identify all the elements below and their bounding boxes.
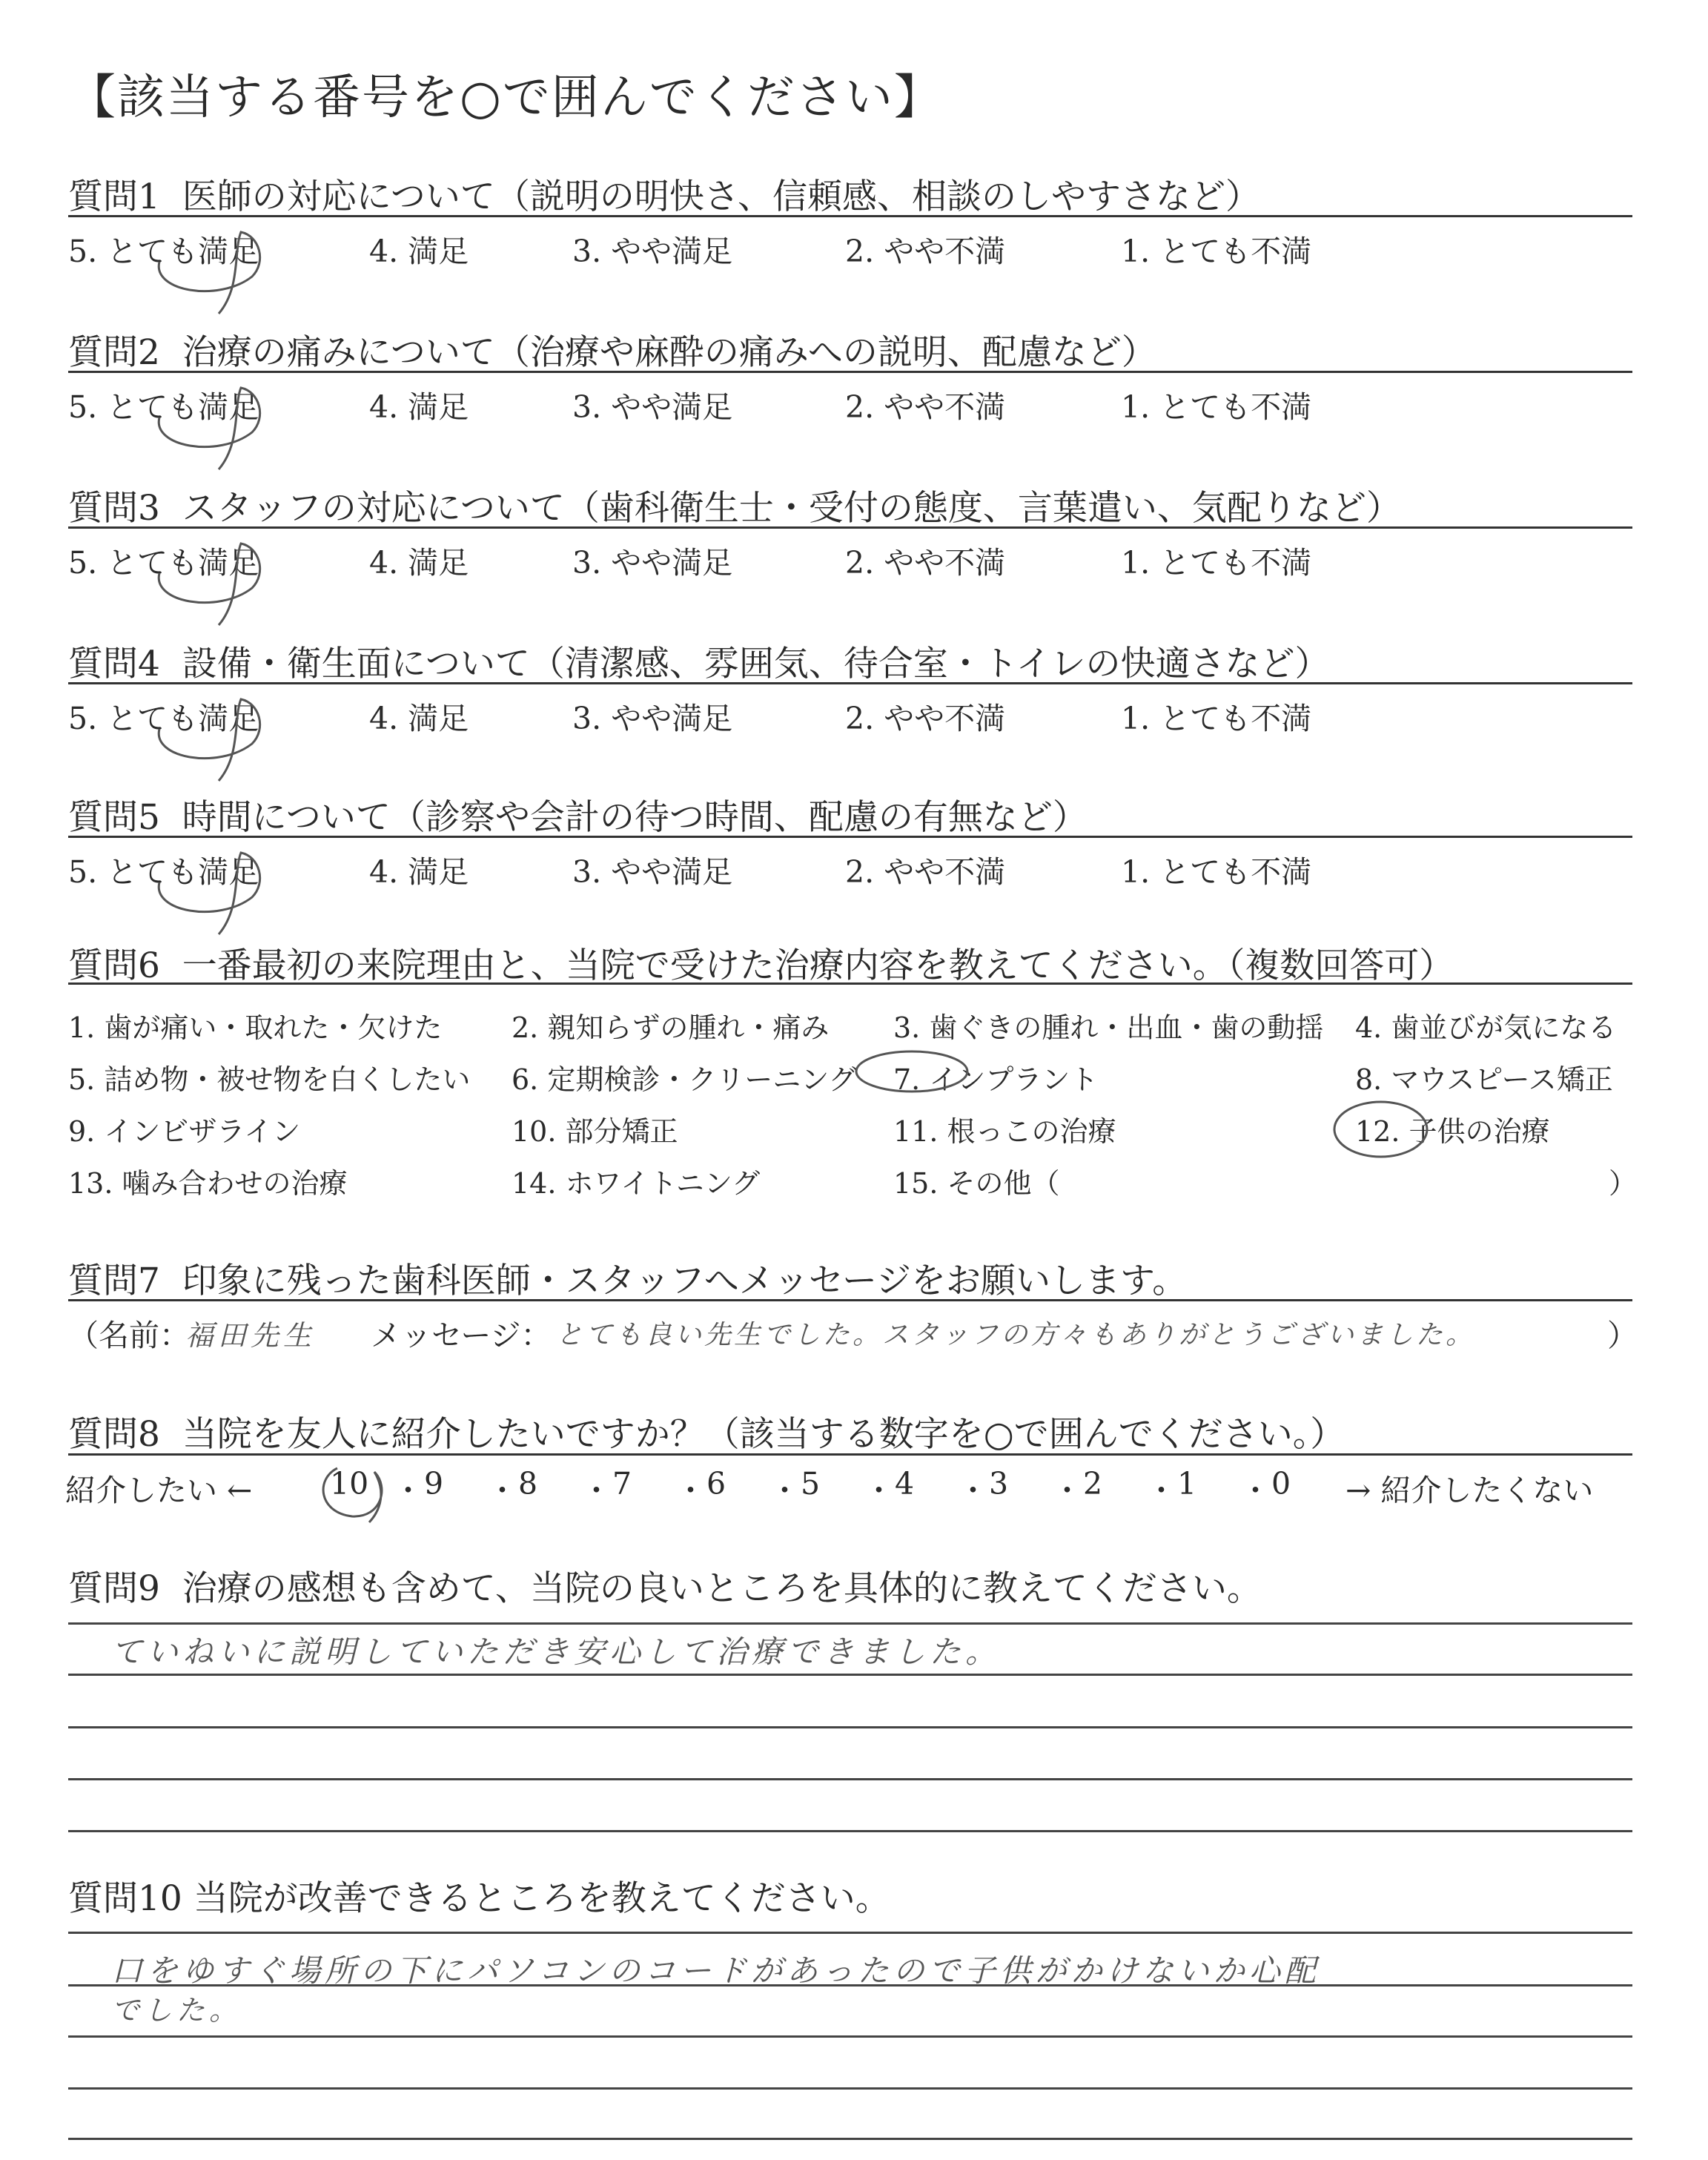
question-underline <box>68 682 1632 684</box>
q6-text: 一番最初の来院理由と、当院で受けた治療内容を教えてください。（複数回答可） <box>182 945 1454 986</box>
question-text: 時間について（診察や会計の待つ時間、配慮の有無など） <box>182 797 1088 838</box>
q10-text: 当院が改善できるところを教えてください。 <box>193 1878 890 1919</box>
question-heading <box>68 636 1330 686</box>
q8-scale-separator: ・ <box>581 1473 612 1508</box>
q10-heading <box>68 1871 890 1920</box>
satisfaction-option[interactable]: 2. やや不満 <box>845 701 1006 736</box>
q10-rule <box>68 2138 1632 2140</box>
q10-answer-line2[interactable]: でした。 <box>111 1994 242 2027</box>
q8-scale-value[interactable]: 3 <box>989 1466 1009 1502</box>
q6-selection-circle <box>1331 1096 1431 1163</box>
q8-scale-value[interactable]: 2 <box>1083 1466 1103 1502</box>
q8-scale-value[interactable]: 6 <box>706 1466 726 1502</box>
q9-rule <box>68 1778 1632 1780</box>
satisfaction-option[interactable]: 1. とても不満 <box>1121 545 1312 581</box>
q7-name-label: （名前： <box>68 1318 190 1353</box>
q9-rule <box>68 1622 1632 1625</box>
q6-option[interactable]: 11. 根っこの治療 <box>893 1115 1116 1148</box>
q8-selection-circle <box>311 1457 393 1524</box>
q6-other-close: ） <box>1609 1167 1638 1200</box>
q10-rule <box>68 1932 1632 1934</box>
q6-option[interactable]: 7. インプラント <box>893 1063 1099 1096</box>
q8-scale-separator: ・ <box>675 1473 706 1508</box>
q8-scale-separator: ・ <box>1146 1473 1176 1508</box>
question-heading <box>68 325 1156 374</box>
q8-label: 質問8 <box>68 1414 160 1455</box>
satisfaction-option[interactable]: 5. とても満足 <box>68 389 259 425</box>
question-heading <box>68 790 1088 839</box>
q10-label: 質問10 <box>68 1878 182 1919</box>
answer-circle-mark <box>130 532 278 629</box>
q6-option[interactable]: 8. マウスピース矯正 <box>1355 1063 1613 1096</box>
satisfaction-option[interactable]: 3. やや満足 <box>572 854 733 890</box>
q9-heading <box>68 1561 1262 1611</box>
q8-scale-separator: ・ <box>864 1473 894 1508</box>
q8-scale-separator: ・ <box>1052 1473 1082 1508</box>
q6-option[interactable]: 5. 詰め物・被せ物を白くしたい <box>68 1063 471 1096</box>
satisfaction-option[interactable]: 3. やや満足 <box>572 545 733 581</box>
question-underline <box>68 836 1632 838</box>
satisfaction-option[interactable]: 1. とても不満 <box>1121 854 1312 890</box>
q10-rule <box>68 2035 1632 2038</box>
satisfaction-option[interactable]: 1. とても不満 <box>1121 389 1312 425</box>
satisfaction-option[interactable]: 2. やや不満 <box>845 234 1006 269</box>
q6-option[interactable]: 6. 定期検診・クリーニング <box>512 1063 857 1096</box>
answer-circle-mark <box>130 842 278 938</box>
satisfaction-option[interactable]: 3. やや満足 <box>572 234 733 269</box>
question-label: 質問5 <box>68 797 160 838</box>
question-label: 質問4 <box>68 644 160 684</box>
question-underline <box>68 215 1632 217</box>
q6-option[interactable]: 10. 部分矯正 <box>512 1115 678 1148</box>
satisfaction-option[interactable]: 4. 満足 <box>369 701 469 736</box>
answer-circle-mark <box>130 688 278 785</box>
q10-rule <box>68 1984 1632 1986</box>
satisfaction-option[interactable]: 2. やや不満 <box>845 854 1006 890</box>
question-text: 治療の痛みについて（治療や麻酔の痛みへの説明、配慮など） <box>182 332 1156 373</box>
q7-heading <box>68 1253 1187 1303</box>
q6-heading <box>68 938 1454 988</box>
q6-option[interactable]: 14. ホワイトニング <box>512 1167 761 1200</box>
question-label: 質問3 <box>68 488 160 529</box>
q7-close-paren: ） <box>1607 1318 1638 1353</box>
question-underline <box>68 371 1632 373</box>
q8-text: 当院を友人に紹介したいですか？（該当する数字を○で囲んでください。） <box>182 1414 1345 1455</box>
satisfaction-option[interactable]: 3. やや満足 <box>572 701 733 736</box>
satisfaction-option[interactable]: 4. 満足 <box>369 389 469 425</box>
q6-underline <box>68 982 1632 985</box>
q8-scale-value[interactable]: 4 <box>895 1466 915 1502</box>
q9-rule <box>68 1830 1632 1832</box>
satisfaction-option[interactable]: 5. とても満足 <box>68 234 259 269</box>
q8-scale-value[interactable]: 1 <box>1177 1466 1197 1502</box>
satisfaction-option[interactable]: 2. やや不満 <box>845 389 1006 425</box>
q6-option[interactable]: 9. インビザライン <box>68 1115 301 1148</box>
q8-scale-value[interactable]: 0 <box>1271 1466 1291 1502</box>
q8-scale-separator: ・ <box>487 1473 517 1508</box>
satisfaction-option[interactable]: 5. とても満足 <box>68 701 259 736</box>
satisfaction-option[interactable]: 5. とても満足 <box>68 854 259 890</box>
q6-label: 質問6 <box>68 945 160 986</box>
q6-option[interactable]: 12. 子供の治療 <box>1355 1115 1550 1148</box>
q9-answer[interactable]: ていねいに説明していただき安心して治療できました。 <box>111 1634 1002 1670</box>
satisfaction-option[interactable]: 5. とても満足 <box>68 545 259 581</box>
q6-option[interactable]: 15. その他（ <box>893 1167 1060 1200</box>
q8-scale-value[interactable]: 9 <box>424 1466 444 1502</box>
question-underline <box>68 526 1632 529</box>
q8-heading <box>68 1407 1345 1456</box>
q6-option[interactable]: 1. 歯が痛い・取れた・欠けた <box>68 1011 443 1044</box>
q7-label: 質問7 <box>68 1261 160 1301</box>
q6-option[interactable]: 4. 歯並びが気になる <box>1355 1011 1617 1044</box>
q7-text: 印象に残った歯科医師・スタッフへメッセージをお願いします。 <box>182 1261 1188 1301</box>
q6-option[interactable]: 3. 歯ぐきの腫れ・出血・歯の動揺 <box>893 1011 1324 1044</box>
satisfaction-option[interactable]: 3. やや満足 <box>572 389 733 425</box>
q9-label: 質問9 <box>68 1568 160 1609</box>
q8-scale-separator: ・ <box>393 1473 423 1508</box>
q6-option[interactable]: 13. 噛み合わせの治療 <box>68 1167 348 1200</box>
q8-underline <box>68 1453 1632 1456</box>
q6-option[interactable]: 2. 親知らずの腫れ・痛み <box>512 1011 830 1044</box>
q8-scale-separator: ・ <box>958 1473 988 1508</box>
question-label: 質問2 <box>68 332 160 373</box>
satisfaction-option[interactable]: 1. とても不満 <box>1121 701 1312 736</box>
q8-scale-value[interactable]: 8 <box>518 1466 538 1502</box>
page-title: 【該当する番号を○で囲んでください】 <box>68 70 943 125</box>
q8-left-label: 紹介したい ← <box>65 1473 253 1508</box>
q8-scale-value[interactable]: 10 <box>330 1466 369 1502</box>
question-text: スタッフの対応について（歯科衛生士・受付の態度、言葉遣い、気配りなど） <box>182 488 1401 529</box>
q9-text: 治療の感想も含めて、当院の良いところを具体的に教えてください。 <box>182 1568 1262 1609</box>
q8-right-label: → 紹介したくない <box>1345 1473 1594 1508</box>
satisfaction-option[interactable]: 4. 満足 <box>369 234 469 269</box>
question-heading <box>68 480 1401 530</box>
q7-underline <box>68 1299 1632 1301</box>
question-text: 設備・衛生面について（清潔感、雰囲気、待合室・トイレの快適さなど） <box>182 644 1330 684</box>
q10-answer-line1[interactable]: 口をゆすぐ場所の下にパソコンのコードがあったので子供がかけないか心配 <box>111 1952 1320 1989</box>
satisfaction-option[interactable]: 4. 満足 <box>369 545 469 581</box>
q10-rule <box>68 2087 1632 2090</box>
q9-rule <box>68 1726 1632 1728</box>
satisfaction-option[interactable]: 2. やや不満 <box>845 545 1006 581</box>
q8-scale-value[interactable]: 7 <box>612 1466 632 1502</box>
question-label: 質問1 <box>68 176 160 217</box>
q8-scale-value[interactable]: 5 <box>801 1466 821 1502</box>
satisfaction-option[interactable]: 4. 満足 <box>369 854 469 890</box>
q6-selection-circle <box>853 1046 971 1097</box>
question-heading <box>68 169 1260 219</box>
question-text: 医師の対応について（説明の明快さ、信頼感、相談のしやすさなど） <box>182 176 1260 217</box>
answer-circle-mark <box>130 377 278 473</box>
answer-circle-mark <box>130 221 278 317</box>
q7-message-value[interactable]: とても良い先生でした。スタッフの方々もありがとうございました。 <box>556 1320 1476 1350</box>
satisfaction-option[interactable]: 1. とても不満 <box>1121 234 1312 269</box>
q8-scale-separator: ・ <box>1240 1473 1271 1508</box>
q7-name-value[interactable]: 福田先生 <box>185 1319 317 1352</box>
q7-message-label: メッセージ： <box>371 1318 552 1353</box>
q8-scale-separator: ・ <box>769 1473 800 1508</box>
q9-rule <box>68 1674 1632 1676</box>
